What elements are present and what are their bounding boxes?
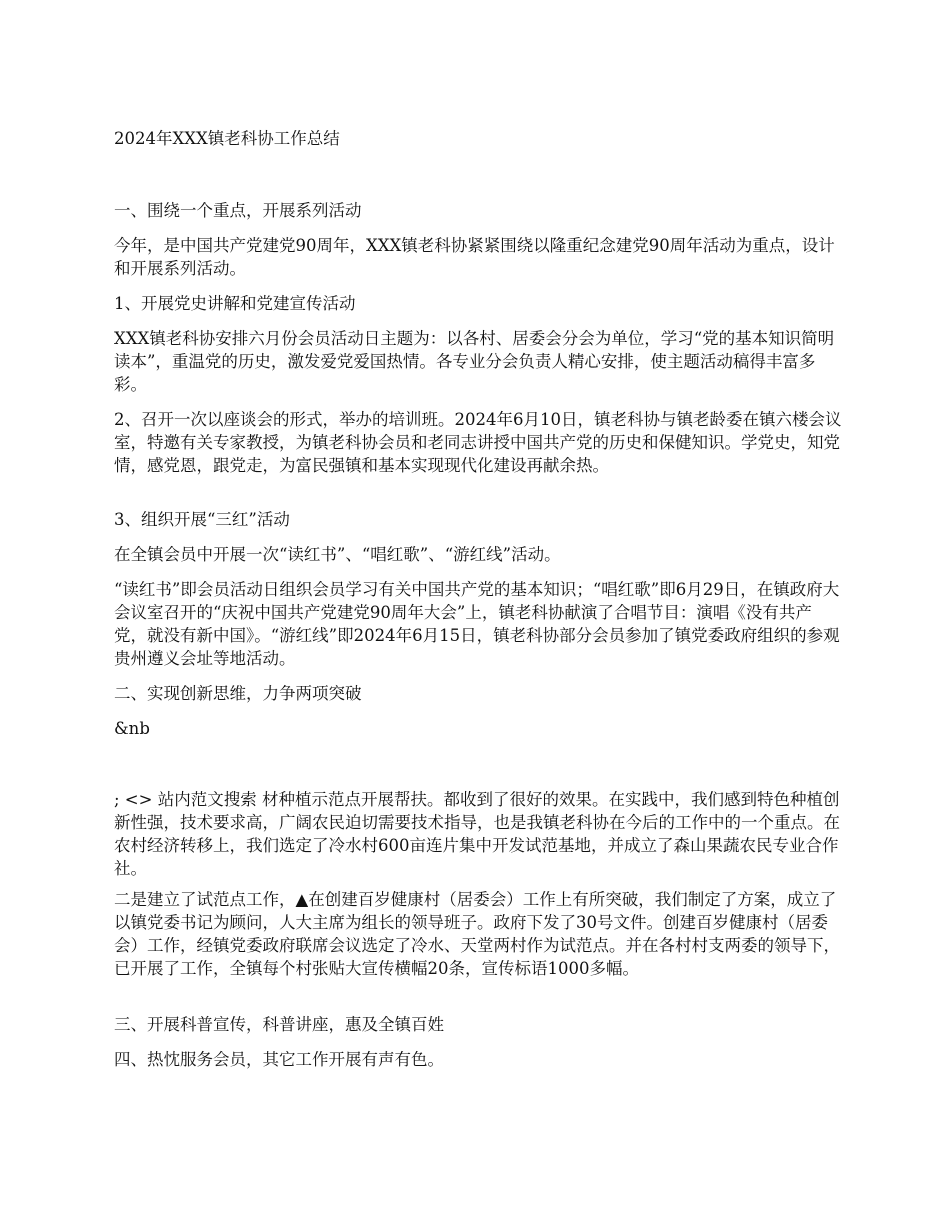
paragraph: 2、召开一次以座谈会的形式，举办的培训班。2024年6月10日，镇老科协与镇老龄委在镇六楼会议室，特邀有关专家教授，为镇老科协会员和老同志讲授中国共产党的历史和保健知识。学党史，知党情，感党恩，跟党走，为富民强镇和基本实现现代化建设再献余热。 [114,410,842,475]
paragraph: ; <> 站内范文搜索 材种植示范点开展帮扶。都收到了很好的效果。在实践中，我们感到特色种植创新性强，技术要求高，广阔农民迫切需要技术指导，也是我镇老科协在今后的工作中的一个重点。在农村经济转移上，我们选定了冷水村600亩连片集中开发试范基地，并成立了森山果蔬农民专业合作社。 [114,790,840,878]
subsection-heading-3: 3、组织开展“三红”活动 [114,510,290,529]
paragraph: 在全镇会员中开展一次“读红书”、“唱红歌”、“游红线”活动。 [114,545,561,564]
section-heading-2: 二、实现创新思维，力争两项突破 [114,684,362,703]
subsection-heading-1: 1、开展党史讲解和党建宣传活动 [114,294,356,313]
paragraph: 今年，是中国共产党建党90周年，XXX镇老科协紧紧围绕以隆重纪念建党90周年活动为重点，设计和开展系列活动。 [114,236,835,278]
paragraph: XXX镇老科协安排六月份会员活动日主题为：以各村、居委会分会为单位，学习“党的基本知识简明读本”，重温党的历史，激发爱党爱国热情。各专业分会负责人精心安排，使主题活动稿得丰富多彩。 [114,329,835,394]
section-heading-3: 三、开展科普宣传，科普讲座，惠及全镇百姓 [114,1015,444,1034]
document-title: 2024年XXX镇老科协工作总结 [114,129,340,148]
paragraph: “读红书”即会员活动日组织会员学习有关中国共产党的基本知识；“唱红歌”即6月29日，在镇政府大会议室召开的“庆祝中国共产党建党90周年大会”上，镇老科协献演了合唱节目：演唱《没有共产党，就没有新中国》。“游红线”即2024年6月15日，镇老科协部分会员参加了镇党委政府组织的参观贵州遵义会址等地活动。 [114,580,840,668]
paragraph: 二是建立了试范点工作，▲在创建百岁健康村（居委会）工作上有所突破，我们制定了方案，成立了以镇党委书记为顾问，人大主席为组长的领导班子。政府下发了30号文件。创建百岁健康村（居委会）工作，经镇党委政府联席会议选定了冷水、天堂两村作为试范点。并在各村村支两委的领导下，已开展了工作，全镇每个村张贴大宣传横幅20条，宣传标语1000多幅。 [114,890,840,978]
section-heading-4: 四、热忱服务会员，其它工作开展有声有色。 [114,1050,444,1069]
paragraph-fragment: &nb [114,719,150,738]
section-heading-1: 一、围绕一个重点，开展系列活动 [114,201,362,220]
